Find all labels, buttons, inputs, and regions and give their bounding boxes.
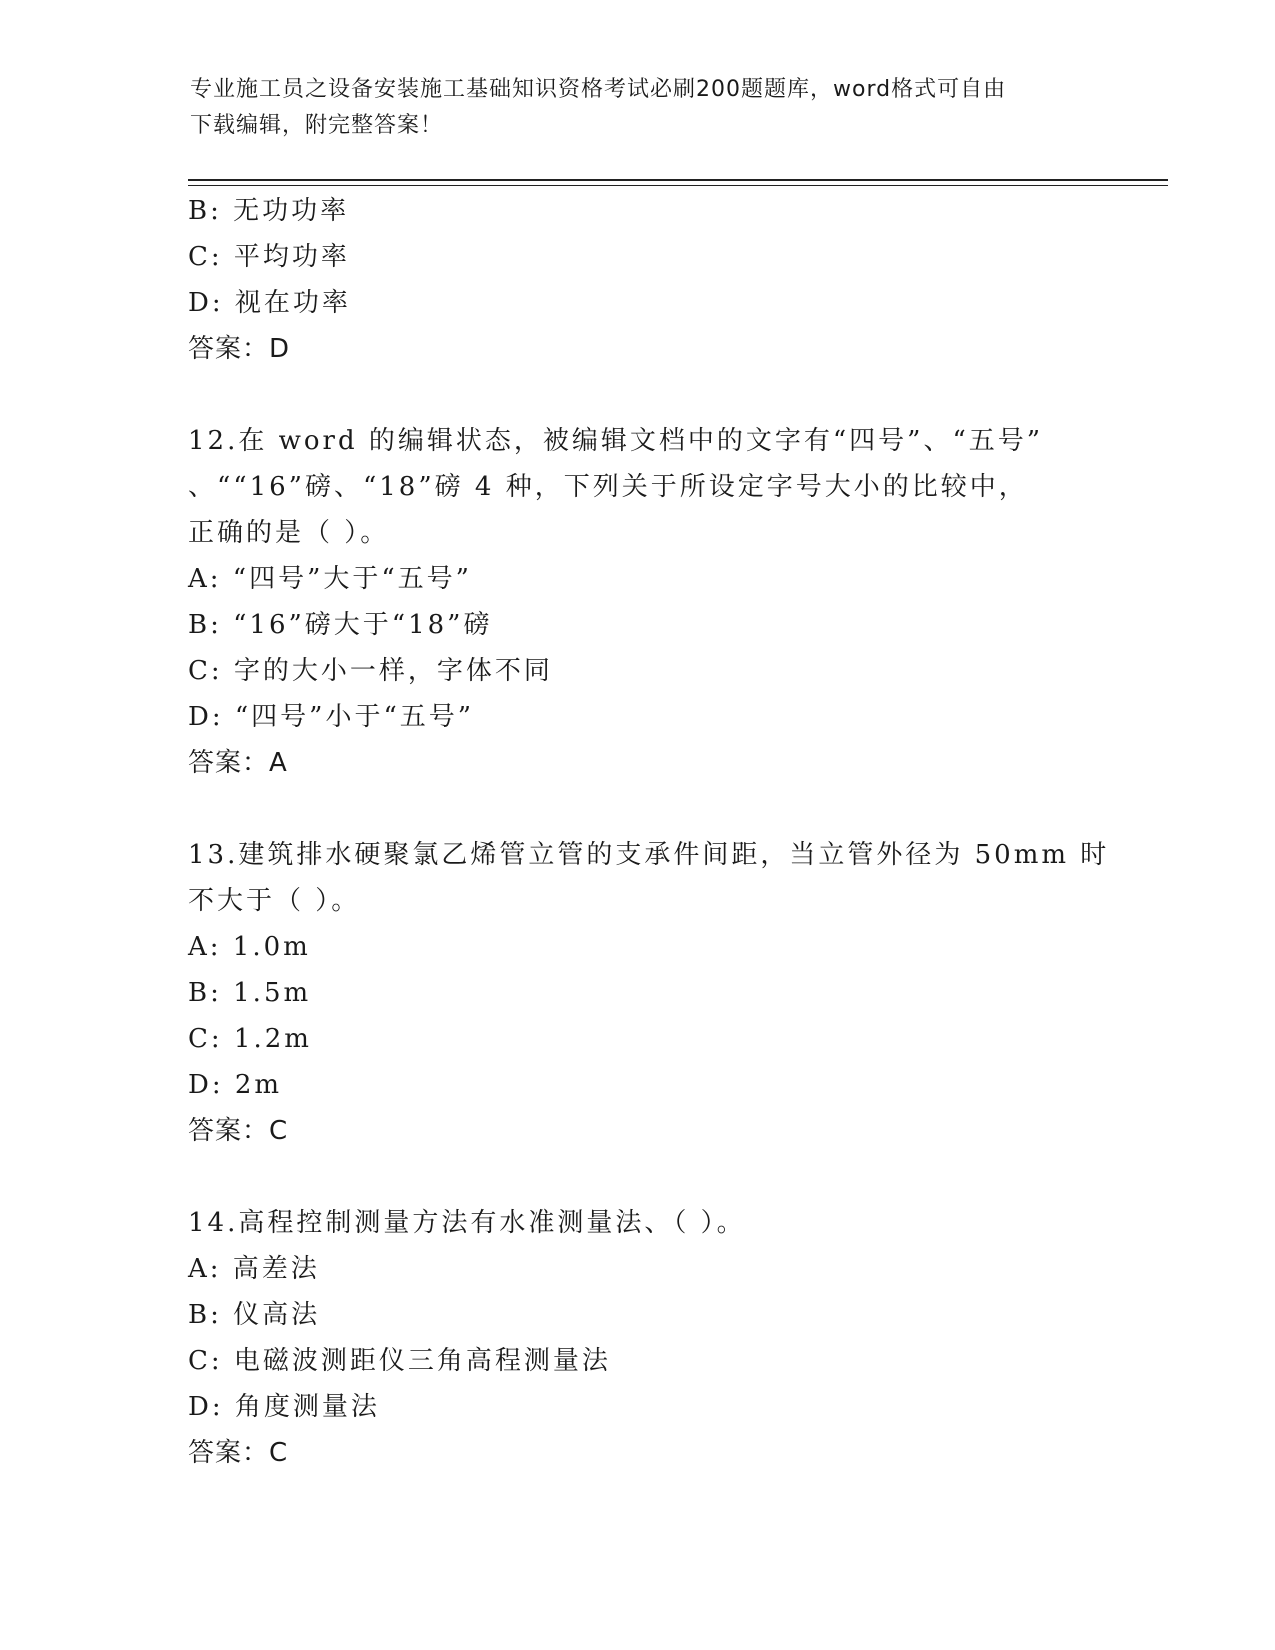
option-c: C: 字的大小一样，字体不同 (188, 656, 553, 686)
question-content (188, 188, 1110, 1476)
option-c: C: 1.2m (188, 1024, 312, 1054)
question-13 (188, 832, 1110, 1154)
spacer (188, 372, 1088, 418)
question-stem-line: 12.在 word 的编辑状态，被编辑文档中的文字有“四号”、“五号” (188, 426, 1044, 456)
option-b: B: “16”磅大于“18”磅 (188, 610, 493, 640)
option-d: D: 角度测量法 (188, 1392, 380, 1422)
option-b: B: 无功功率 (188, 196, 350, 226)
option-a: A: 1.0m (188, 932, 311, 962)
answer-label: 答案：C (188, 1116, 289, 1146)
answer-label: 答案：A (188, 748, 288, 778)
header-divider-thick (188, 179, 1168, 181)
option-c: C: 平均功率 (188, 242, 350, 272)
question-11-tail (188, 188, 1088, 372)
question-stem-line: 14.高程控制测量方法有水准测量法、（ ）。 (188, 1208, 746, 1238)
header-title-line-1: 专业施工员之设备安装施工基础知识资格考试必刷200题题库，word格式可自由 (190, 77, 1007, 102)
option-d: D: 2m (188, 1070, 283, 1100)
question-stem-line: 、““16”磅、“18”磅 4 种，下列关于所设定字号大小的比较中， (188, 472, 1028, 502)
option-b: B: 1.5m (188, 978, 312, 1008)
option-d: D: “四号”小于“五号” (188, 702, 475, 732)
header-divider-thin (188, 185, 1168, 186)
option-a: A: 高差法 (188, 1254, 320, 1284)
answer-label: 答案：D (188, 334, 291, 364)
answer-label: 答案：C (188, 1438, 289, 1468)
document-header (190, 72, 1090, 144)
question-12 (188, 418, 1088, 786)
option-d: D: 视在功率 (188, 288, 351, 318)
question-stem-line: 正确的是（ ）。 (188, 518, 390, 548)
option-c: C: 电磁波测距仪三角高程测量法 (188, 1346, 611, 1376)
question-14 (188, 1200, 1088, 1476)
question-stem-line: 不大于（ ）。 (188, 886, 361, 916)
spacer (188, 786, 1088, 832)
header-title-line-2: 下载编辑，附完整答案！ (190, 113, 444, 138)
spacer (188, 1154, 1088, 1200)
question-stem-line: 13.建筑排水硬聚氯乙烯管立管的支承件间距，当立管外径为 50mm 时 (188, 840, 1110, 870)
option-b: B: 仪高法 (188, 1300, 321, 1330)
option-a: A: “四号”大于“五号” (188, 564, 472, 594)
